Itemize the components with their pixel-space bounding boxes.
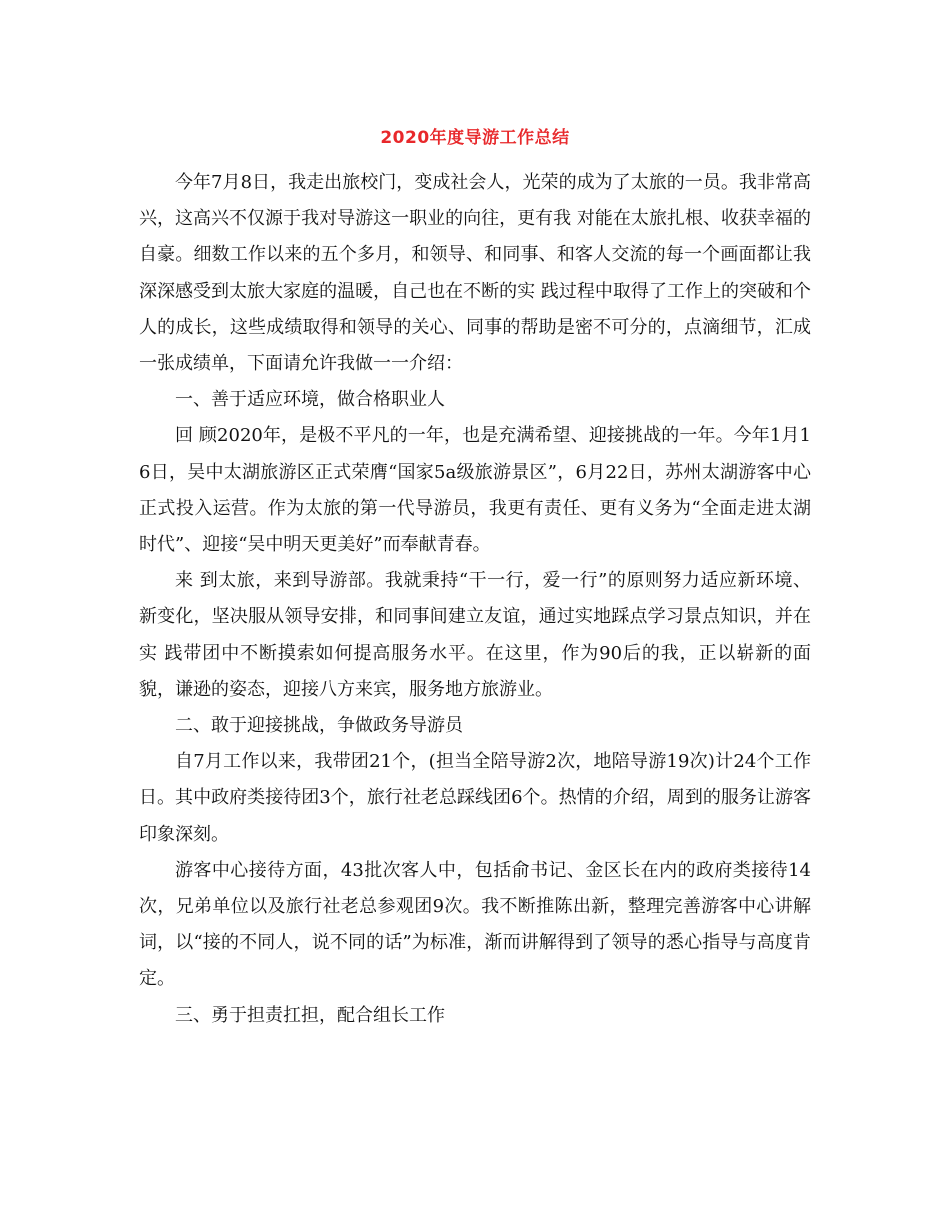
section-heading-3: 三、勇于担责扛担，配合组长工作 — [175, 1004, 445, 1026]
section-heading-1: 一、善于适应环境，做合格职业人 — [175, 389, 445, 411]
section-heading-2: 二、敢于迎接挑战，争做政务导游员 — [175, 715, 463, 737]
paragraph-review: 回 顾2020年，是极不平凡的一年，也是充满希望、迎接挑战的一年。今年1月16日，吴中太湖旅游区正式荣膺“国家5a级旅游景区”，6月22日，苏州太湖游客中心正式投入运营。作为太旅的第一代导游员，我更有责任、更有义务为“全面走进太湖时代”、迎接“吴中明天更美好”而奉献青春。 — [139, 425, 811, 556]
paragraph-tours: 自7月工作以来，我带团21个，(担当全陪导游2次，地陪导游19次)计24个工作日。其中政府类接待团3个，旅行社老总踩线团6个。热情的介绍，周到的服务让游客印象深刻。 — [139, 751, 811, 845]
paragraph-adapt: 来 到太旅，来到导游部。我就秉持“干一行，爱一行”的原则努力适应新环境、新变化，坚决服从领导安排，和同事间建立友谊，通过实地踩点学习景点知识，并在实 践带团中不断摸索如何提高服务水平。在这里，作为90后的我，正以崭新的面貌，谦逊的姿态，迎接八方来宾，服务地方旅游业。 — [139, 570, 811, 700]
document-body — [139, 165, 811, 1034]
document-title: 2020年度导游工作总结 — [380, 128, 570, 148]
paragraph-visitor-center: 游客中心接待方面，43批次客人中，包括俞书记、金区长在内的政府类接待14次，兄弟单位以及旅行社老总参观团9次。我不断推陈出新，整理完善游客中心讲解词，以“接的不同人，说不同的话”为标准，渐而讲解得到了领导的悉心指导与高度肯定。 — [139, 859, 811, 990]
paragraph-intro: 今年7月8日，我走出旅校门，变成社会人，光荣的成为了太旅的一员。我非常高兴，这高兴不仅源于我对导游这一职业的向往，更有我 对能在太旅扎根、收获幸福的自豪。细数工作以来的五个多月，和领导、和同事、和客人交流的每一个画面都让我深深感受到太旅大家庭的温暖，自己也在不断的实 践过程中取得了工作上的突破和个人的成长，这些成绩取得和领导的关心、同事的帮助是密不可分的，点滴细节，汇成一张成绩单，下面请允许我做一一介绍： — [139, 172, 811, 375]
